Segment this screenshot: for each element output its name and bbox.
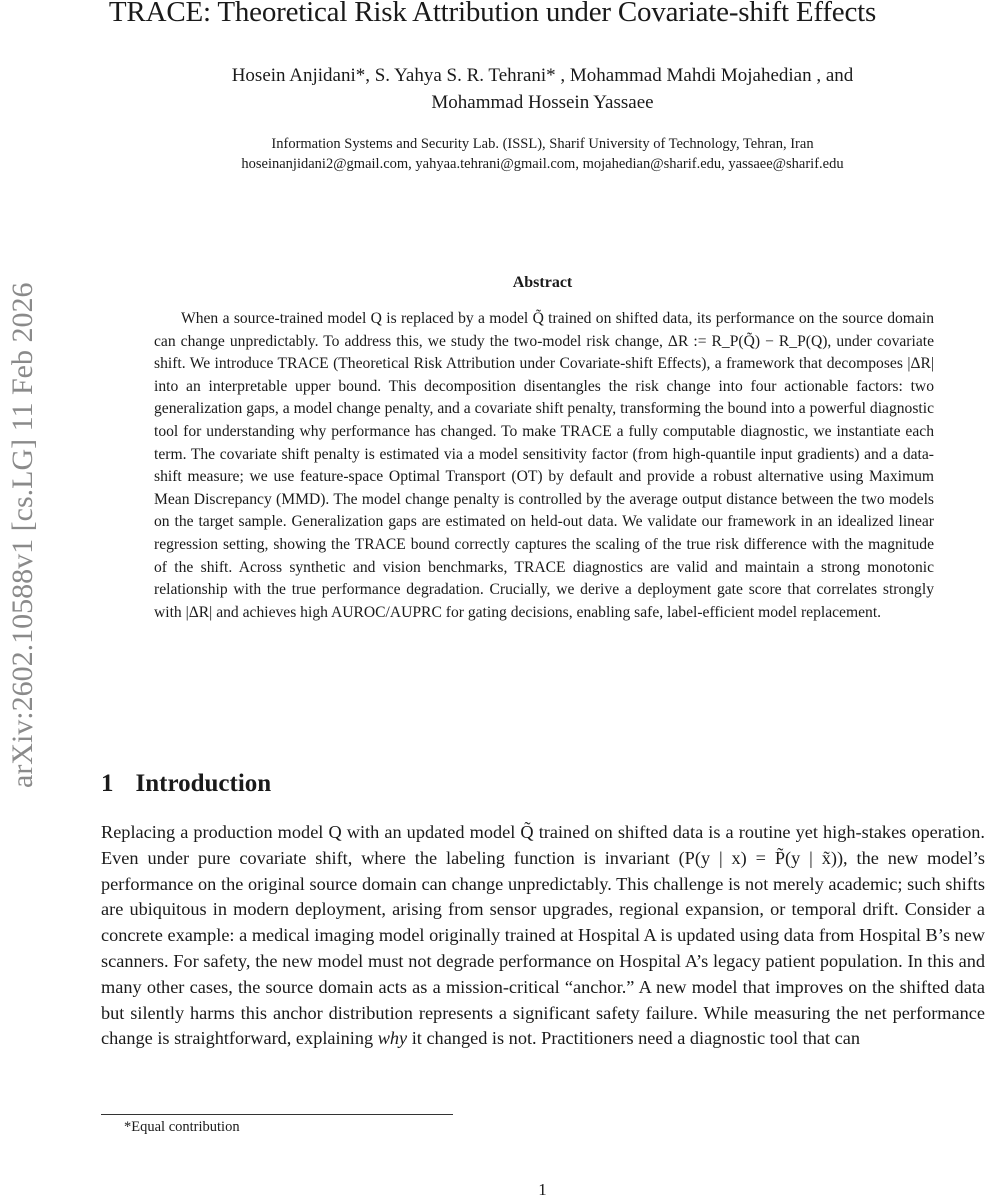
- intro-emphasis: why: [377, 1028, 408, 1049]
- arxiv-stamp: arXiv:2602.10588v1 [cs.LG] 11 Feb 2026: [6, 282, 39, 788]
- author-emails: hoseinanjidani2@gmail.com, yahyaa.tehrani@gmail.com, mojahedian@sharif.edu, yassaee@sharif.edu: [241, 156, 844, 172]
- abstract-text: When a source-trained model Q is replaced by a model Q̃ trained on shifted data, its performance on the source domain can change unpredictably. To address this, we study the two-model risk change, ΔR := R_P(Q̃) − R_P(Q), under covariate shift. We introduce TRACE (Theoretical Risk Attribution under Covariate-shift Effects), a framework that decomposes |ΔR| into an interpretable upper bound. This decomposition disentangles the risk change into four actionable factors: two generalization gaps, a model change penalty, and a covariate shift penalty, transforming the bound into a powerful diagnostic tool for understanding why performance has changed. To make TRACE a fully computable diagnostic, we instantiate each term. The covariate shift penalty is estimated via a model sensitivity factor (from high-quantile input gradients) and a data-shift measure; we use feature-space Optimal Transport (OT) by default and provide a robust alternative using Maximum Mean Discrepancy (MMD). The model change penalty is controlled by the average output distance between the two models on the target sample. Generalization gaps are estimated on held-out data. We validate our framework in an idealized linear regression setting, showing the TRACE bound correctly captures the scaling of the true risk difference with the magnitude of the shift. Across synthetic and vision benchmarks, TRACE diagnostics are valid and maintain a strong monotonic relationship with the true performance degradation. Crucially, we derive a deployment gate score that correlates strongly with |ΔR| and achieves high AUROC/AUPRC for gating decisions, enabling safe, label-efficient model replacement.: [154, 310, 934, 621]
- introduction-paragraph: [101, 820, 985, 1052]
- author-list: [100, 62, 985, 116]
- authors-line-1: Hosein Anjidani*, S. Yahya S. R. Tehrani* , Mohammad Mahdi Mojahedian , and: [231, 65, 854, 86]
- affiliation-block: [100, 134, 985, 174]
- footnote-rule: [101, 1114, 453, 1115]
- intro-text-part2: it changed is not. Practitioners need a diagnostic tool that can: [407, 1028, 860, 1049]
- paper-title: TRACE: Theoretical Risk Attribution under Covariate-shift Effects: [108, 0, 877, 28]
- page-number: 1: [538, 1180, 547, 1199]
- section-number: 1: [101, 770, 114, 797]
- footnote: *Equal contribution: [124, 1119, 240, 1135]
- section-title: Introduction: [135, 770, 272, 797]
- intro-text-part1: Replacing a production model Q with an updated model Q̃ trained on shifted data is a routine yet high-stakes operation. Even under pure covariate shift, where the labeling function is invariant (P(y | x) = P̃(y | x̃)), the new model’s performance on the original source domain can change unpredictably. This challenge is not merely academic; such shifts are ubiquitous in modern deployment, arising from sensor upgrades, regional expansion, or temporal drift. Consider a concrete example: a medical imaging model originally trained at Hospital A is updated using data from Hospital B’s new scanners. For safety, the new model must not degrade performance on Hospital A’s legacy patient population. In this and many other cases, the source domain acts as a mission-critical “anchor.” A new model that improves on the shifted data but silently harms this anchor distribution represents a significant safety failure. While measuring the net performance change is straightforward, explaining: [101, 822, 985, 1049]
- abstract-heading: Abstract: [512, 274, 573, 291]
- affiliation: Information Systems and Security Lab. (ISSL), Sharif University of Technology, Tehran, Iran: [271, 136, 814, 152]
- section-heading: [101, 770, 271, 798]
- authors-line-2: Mohammad Hossein Yassaee: [431, 92, 654, 113]
